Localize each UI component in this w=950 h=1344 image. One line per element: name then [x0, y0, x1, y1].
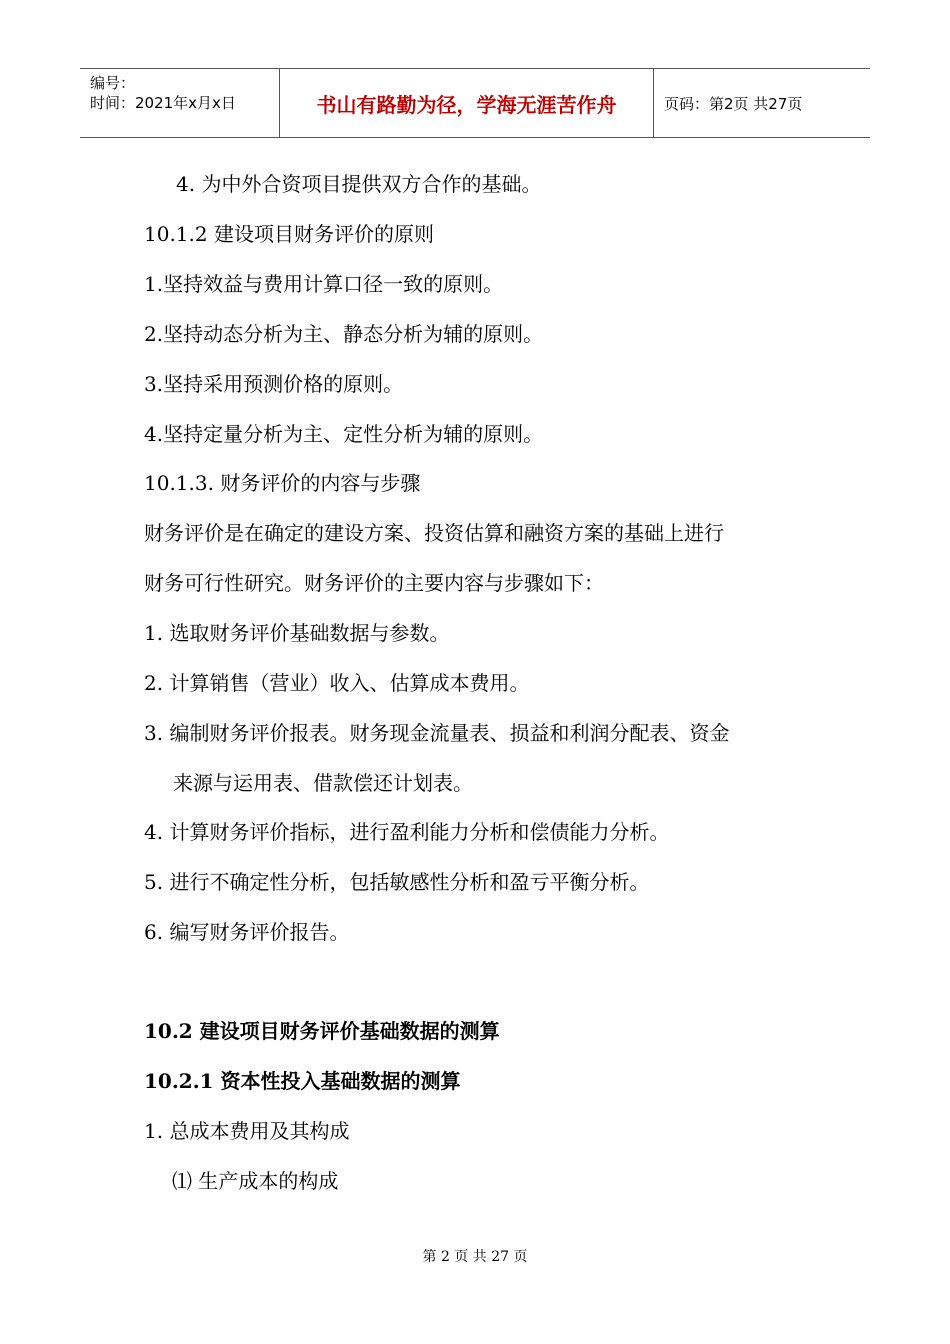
list-item: 6. 编写财务评价报告。: [144, 920, 350, 944]
page-footer: 第 2 页 共 27 页: [422, 1249, 528, 1265]
section-heading: 10.2 建设项目财务评价基础数据的测算: [144, 1019, 500, 1043]
body-line: 财务可行性研究。财务评价的主要内容与步骤如下：: [144, 571, 604, 595]
header-meta: [80, 69, 280, 137]
list-item-continuation: 来源与运用表、借款偿还计划表。: [173, 771, 473, 795]
section-heading: 10.1.2 建设项目财务评价的原则: [144, 222, 434, 246]
body-line: 3.坚持采用预测价格的原则。: [144, 372, 404, 396]
body-line: 1.坚持效益与费用计算口径一致的原则。: [144, 272, 504, 296]
list-item: 1. 选取财务评价基础数据与参数。: [144, 621, 450, 645]
header-motto: 书山有路勤为径，学海无涯苦作舟: [280, 69, 654, 137]
list-item: 5. 进行不确定性分析，包括敏感性分析和盈亏平衡分析。: [144, 870, 650, 894]
sub-list-item: ⑴ 生产成本的构成: [172, 1169, 339, 1193]
time-label: 时间：2021年x月x日: [90, 94, 236, 112]
section-heading: 10.1.3. 财务评价的内容与步骤: [144, 471, 421, 495]
list-item: 2. 计算销售（营业）收入、估算成本费用。: [144, 671, 530, 695]
body-line: 财务评价是在确定的建设方案、投资估算和融资方案的基础上进行: [144, 521, 724, 545]
body-line: 4. 为中外合资项目提供双方合作的基础。: [176, 172, 542, 196]
subsection-heading: 10.2.1 资本性投入基础数据的测算: [144, 1069, 461, 1093]
list-item: 1. 总成本费用及其构成: [144, 1119, 350, 1143]
number-label: 编号：: [90, 74, 136, 92]
list-item: 3. 编制财务评价报表。财务现金流量表、损益和利润分配表、资金: [144, 721, 730, 745]
list-item: 4. 计算财务评价指标，进行盈利能力分析和偿债能力分析。: [144, 820, 670, 844]
body-line: 2.坚持动态分析为主、静态分析为辅的原则。: [144, 322, 544, 346]
page-header: [80, 68, 870, 138]
header-page-info: 页码：第2页 共27页: [664, 94, 803, 113]
body-line: 4.坚持定量分析为主、定性分析为辅的原则。: [144, 422, 544, 446]
